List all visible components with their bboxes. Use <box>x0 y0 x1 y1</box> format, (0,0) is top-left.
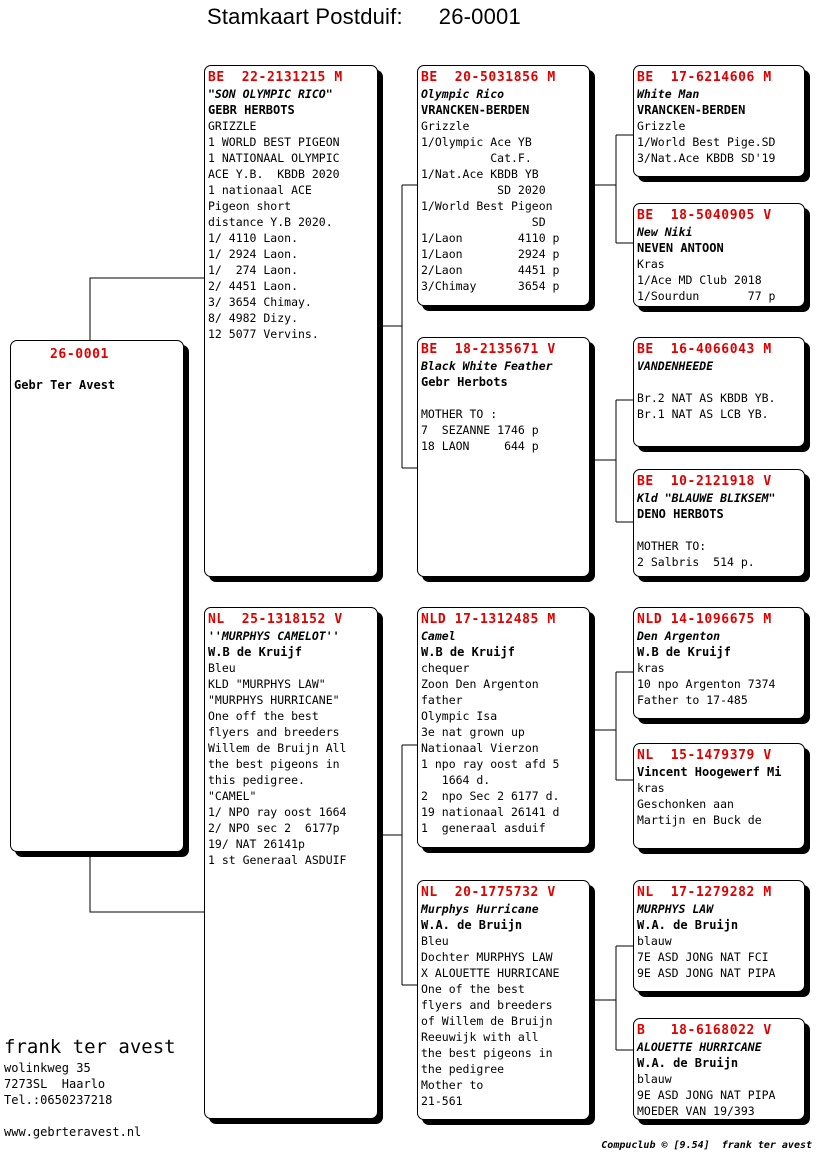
pigeon-name: "SON OLYMPIC RICO" <box>208 87 333 101</box>
info-line: Reeuwijk with all <box>421 1030 539 1044</box>
info-line: 9E ASD JONG NAT PIPA <box>637 966 776 980</box>
info-line: Father to 17-485 <box>637 693 748 707</box>
owner-name: W.B de Kruijf <box>208 645 302 659</box>
info-line: 7E ASD JONG NAT FCI <box>637 950 769 964</box>
owner-name: VRANCKEN-BERDEN <box>421 103 530 117</box>
info-line: 1 nationaal ACE <box>208 183 312 197</box>
card-sire-sire[interactable] <box>417 65 590 306</box>
info-line: GRIZZLE <box>208 119 257 133</box>
info-line: 1/Olympic Ace YB <box>421 135 532 149</box>
connector-dam-sire <box>590 672 634 780</box>
info-line: the pedigree <box>421 1062 505 1076</box>
info-line: Kras <box>637 257 665 271</box>
card-sire-dam-sire[interactable] <box>633 337 805 447</box>
info-line: Br.2 NAT AS KBDB YB. <box>637 391 776 405</box>
info-line: 2/ NPO sec 2 6177p <box>208 821 340 835</box>
info-line: 1 st Generaal ASDUIF <box>208 853 347 867</box>
connector-root-dam <box>90 852 204 912</box>
connector-root-sire <box>90 278 204 340</box>
info-line: 1/ NPO ray oost 1664 <box>208 805 347 819</box>
info-line: 3/ 3654 Chimay. <box>208 295 312 309</box>
info-line: 1/Ace MD Club 2018 <box>637 273 762 287</box>
connector-sire-sire <box>590 135 634 243</box>
connector-sire <box>378 185 418 468</box>
owner-name: GEBR HERBOTS <box>208 103 295 117</box>
info-line: Grizzle <box>421 119 470 133</box>
card-dam-sire-sire[interactable] <box>633 607 805 719</box>
info-line: 8/ 4982 Dizy. <box>208 311 299 325</box>
breeder-address-city: 7273SL Haarlo <box>4 1077 106 1091</box>
info-line: kras <box>637 781 665 795</box>
info-line: 19 nationaal 26141 d <box>421 805 560 819</box>
info-line: 1 WORLD BEST PIGEON <box>208 135 340 149</box>
card-dam-sire-dam[interactable] <box>633 743 805 849</box>
info-line <box>421 390 586 406</box>
info-line: flyers and breeders <box>421 998 553 1012</box>
copyright-notice: Compuclub © [9.54] frank ter avest <box>601 1140 812 1151</box>
info-line: 18 LAON 644 p <box>421 439 539 453</box>
info-line: One of the best <box>421 982 525 996</box>
info-line: Grizzle <box>637 119 686 133</box>
info-line: 1/World Best Pige.SD <box>637 135 776 149</box>
ring-number: B 18-6168022 V <box>637 1023 772 1038</box>
info-line: 1 NATIONAAL OLYMPIC <box>208 151 340 165</box>
info-line: Geschonken aan <box>637 797 734 811</box>
info-line: 3/Chimay 3654 p <box>421 279 560 293</box>
breeder-name: frank ter avest <box>4 1036 176 1058</box>
ring-number: NL 15-1479379 V <box>637 748 772 763</box>
pigeon-name: ALOUETTE HURRICANE <box>637 1040 762 1054</box>
title-ring: 26-0001 <box>438 4 521 29</box>
ring-number: BE 20-5031856 M <box>421 70 556 85</box>
card-sire-sire-sire[interactable] <box>633 65 805 177</box>
info-line: distance Y.B 2020. <box>208 215 333 229</box>
owner-name: DENO HERBOTS <box>637 507 724 521</box>
info-line: Bleu <box>421 934 449 948</box>
info-line: 9E ASD JONG NAT PIPA <box>637 1088 776 1102</box>
info-line: of Willem de Bruijn <box>421 1014 553 1028</box>
title-label: Stamkaart Postduif: <box>207 4 403 29</box>
info-line: 1664 d. <box>421 773 491 787</box>
info-line: ACE Y.B. KBDB 2020 <box>208 167 340 181</box>
owner-name: W.A. de Bruijn <box>637 1056 739 1070</box>
info-line: 1/Laon 2924 p <box>421 247 560 261</box>
owner-name: W.A. de Bruijn <box>421 918 523 932</box>
breeder-address-street: wolinkweg 35 <box>4 1061 91 1075</box>
card-subject[interactable] <box>10 340 184 852</box>
info-line: 1/ 4110 Laon. <box>208 231 299 245</box>
info-line: Zoon Den Argenton <box>421 677 539 691</box>
ring-number: BE 10-2121918 V <box>637 474 772 489</box>
ring-number: BE 18-2135671 V <box>421 342 556 357</box>
info-line: X ALOUETTE HURRICANE <box>421 966 560 980</box>
info-line: SD 2020 <box>421 183 546 197</box>
info-line: MOTHER TO: <box>637 539 707 553</box>
info-line: Nationaal Vierzon <box>421 741 539 755</box>
info-line: Cat.F. <box>421 151 532 165</box>
card-dam-sire[interactable] <box>417 607 590 848</box>
info-line: kras <box>637 661 665 675</box>
info-line: 3/Nat.Ace KBDB SD'19 <box>637 151 776 165</box>
owner-name: Vincent Hoogewerf Mi <box>637 765 782 779</box>
ring-number: BE 18-5040905 V <box>637 208 772 223</box>
card-dam-dam[interactable] <box>417 880 590 1120</box>
info-line: flyers and breeders <box>208 725 340 739</box>
info-line: "MURPHYS HURRICANE" <box>208 693 340 707</box>
card-sire-sire-dam[interactable] <box>633 203 805 307</box>
info-line: chequer <box>421 661 470 675</box>
info-line: 10 npo Argenton 7374 <box>637 677 776 691</box>
pigeon-name: Olympic Rico <box>421 87 505 101</box>
owner-name: W.A. de Bruijn <box>637 918 739 932</box>
ring-number: BE 17-6214606 M <box>637 70 772 85</box>
breeder-phone: Tel.:0650237218 <box>4 1093 113 1107</box>
owner-name: W.B de Kruijf <box>421 645 515 659</box>
pigeon-name: Kld "BLAUWE BLIKSEM" <box>637 491 776 505</box>
info-line: MOEDER VAN 19/393 <box>637 1104 755 1118</box>
info-line: 1/World Best Pigeon <box>421 199 553 213</box>
info-line: 1/Sourdun 77 p <box>637 289 776 303</box>
card-dam-dam-dam[interactable] <box>633 1018 805 1120</box>
owner-name: Gebr Ter Avest <box>14 378 116 392</box>
owner-name: NEVEN ANTOON <box>637 241 724 255</box>
pigeon-name: VANDENHEEDE <box>637 359 714 373</box>
info-line: 7 SEZANNE 1746 p <box>421 423 539 437</box>
info-line: Bleu <box>208 661 236 675</box>
info-line: 1 generaal asduif <box>421 821 546 835</box>
info-line: Martijn en Buck de <box>637 813 762 827</box>
info-line: 2 Salbris 514 p. <box>637 555 755 569</box>
info-line: 21-561 <box>421 1094 463 1108</box>
info-line: blauw <box>637 934 672 948</box>
ring-number: NL 20-1775732 V <box>421 885 556 900</box>
info-line: the best pigeons in <box>421 1046 553 1060</box>
info-line: One off the best <box>208 709 319 723</box>
info-line: 19/ NAT 26141p <box>208 837 305 851</box>
card-sire-dam[interactable] <box>417 337 590 577</box>
ring-number: NL 17-1279282 M <box>637 885 772 900</box>
card-dam[interactable] <box>204 607 378 1119</box>
card-dam-dam-sire[interactable] <box>633 880 805 992</box>
ring-number: NLD 17-1312485 M <box>421 612 556 627</box>
info-line: 2/Laon 4451 p <box>421 263 560 277</box>
info-line: Dochter MURPHYS LAW <box>421 950 553 964</box>
pigeon-name: New Niki <box>637 225 693 239</box>
info-line: 1/Laon 4110 p <box>421 231 560 245</box>
info-line: Mother to <box>421 1078 484 1092</box>
connector-dam-dam <box>590 946 634 1050</box>
info-line: Olympic Isa <box>421 709 498 723</box>
owner-name: Gebr Herbots <box>421 375 508 389</box>
ring-number: BE 16-4066043 M <box>637 342 772 357</box>
pigeon-name: Murphys Hurricane <box>421 902 539 916</box>
info-line: father <box>421 693 463 707</box>
info-line: blauw <box>637 1072 672 1086</box>
info-line: 1/ 274 Laon. <box>208 263 299 277</box>
pigeon-name: White Man <box>637 87 700 101</box>
info-line: 1 npo ray oost afd 5 <box>421 757 560 771</box>
ring-number: NLD 14-1096675 M <box>637 612 772 627</box>
info-line: this pedigree. <box>208 773 305 787</box>
info-line: Br.1 NAT AS LCB YB. <box>637 407 769 421</box>
info-line: 2/ 4451 Laon. <box>208 279 299 293</box>
info-line: Pigeon short <box>208 199 292 213</box>
info-line: 12 5077 Vervins. <box>208 327 319 341</box>
pigeon-name: Camel <box>421 629 456 643</box>
info-line: "CAMEL" <box>208 789 257 803</box>
connector-dam <box>378 745 418 985</box>
pigeon-name: Den Argenton <box>637 629 721 643</box>
pigeon-name: Black White Feather <box>421 359 553 373</box>
info-line: 1/Nat.Ace KBDB YB <box>421 167 539 181</box>
info-line: 2 npo Sec 2 6177 d. <box>421 789 560 803</box>
pigeon-name: ''MURPHYS CAMELOT'' <box>208 629 340 643</box>
info-line <box>637 522 801 538</box>
info-line: 1/ 2924 Laon. <box>208 247 299 261</box>
owner-name: VRANCKEN-BERDEN <box>637 103 746 117</box>
card-sire-dam-dam[interactable] <box>633 469 805 577</box>
info-line: MOTHER TO : <box>421 407 498 421</box>
connector-sire-dam <box>590 400 634 522</box>
info-line: the best pigeons in <box>208 757 340 771</box>
card-sire[interactable] <box>204 65 378 577</box>
info-line: 3e nat grown up <box>421 725 525 739</box>
pigeon-name: MURPHYS LAW <box>637 902 714 916</box>
info-line: Willem de Bruijn All <box>208 741 347 755</box>
ring-number: BE 22-2131215 M <box>208 70 343 85</box>
breeder-website[interactable]: www.gebrteravest.nl <box>4 1125 142 1139</box>
info-line: SD <box>421 215 546 229</box>
info-line <box>637 374 801 390</box>
owner-name: W.B de Kruijf <box>637 645 731 659</box>
ring-number: NL 25-1318152 V <box>208 612 343 627</box>
ring-number: 26-0001 <box>50 347 109 362</box>
info-line: KLD "MURPHYS LAW" <box>208 677 326 691</box>
